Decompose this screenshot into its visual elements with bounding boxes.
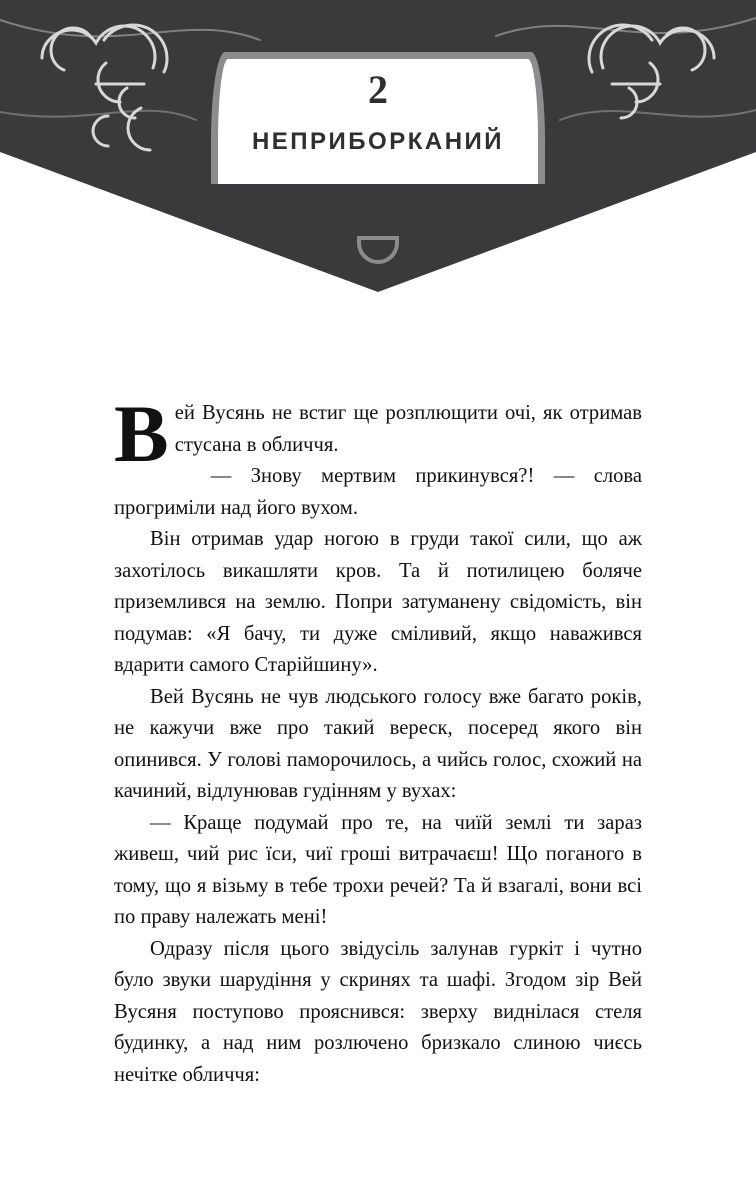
chapter-banner [211, 52, 545, 184]
chapter-title: НЕПРИБОРКАНИЙ [251, 128, 505, 155]
paragraph-3: Він отримав удар ногою в груди такої сили, що аж захотілось викашляти кров. Та й потилицею боляче приземлився на землю. Попри затуманену свідомість, він подумав: «Я бачу, ти дуже сміливий, якщо наважився вдарити самого Старійшину». [114, 528, 642, 676]
drop-cap: В [114, 388, 169, 479]
chapter-number: 2 [368, 67, 388, 112]
page-body [114, 388, 642, 1091]
paragraph-4: Вей Вусянь не чув людського голосу вже багато років, не кажучи вже про такий вереск, посеред якого він опинився. У голові паморочилось, а чийсь голос, схожий на качиний, відлунював гудінням у вухах: [114, 685, 642, 802]
paragraph-6: Одразу після цього звідусіль залунав гуркіт і чутно було звуки шарудіння у скринях та шафі. Згодом зір Вей Вусяня поступово прояснився: зверху виднілася стеля будинку, а над ним розлючено бризкало слиною чиєсь нечітке обличчя: [114, 937, 642, 1086]
paragraph-1-text: ей Вусянь не встиг ще розплющити очі, як отримав стусана в обличчя. [174, 402, 642, 456]
paragraph-1 [114, 388, 642, 479]
chapter-header [0, 0, 756, 300]
banner-stem [352, 180, 404, 242]
banner-text-group [211, 67, 545, 156]
paragraph-5: — Краще подумай про те, на чиїй землі ти зараз живеш, чий рис їси, чиї гроші витрачаєш! Що поганого в тому, що я візьму в тебе трохи речей? Та й взагалі, вони всі по праву належать мені! [114, 811, 642, 928]
paragraph-2: — Знову мертвим прикинувся?! — слова прогриміли над його вухом. [114, 465, 642, 519]
